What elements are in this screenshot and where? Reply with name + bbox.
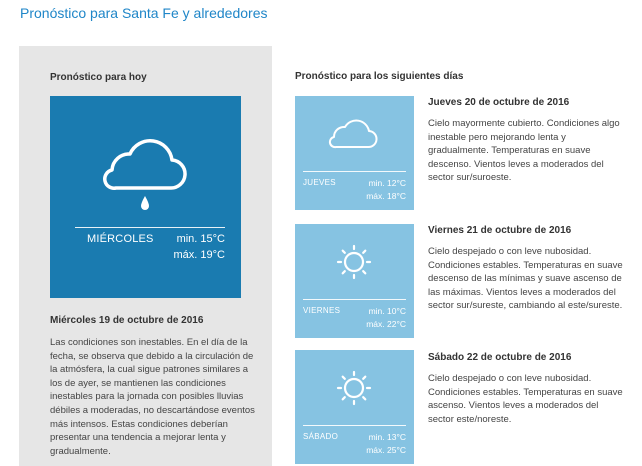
today-date: Miércoles 19 de octubre de 2016 [50,315,204,326]
forecast-day-title: Jueves 20 de octubre de 2016 [428,97,570,108]
card-divider [303,171,406,172]
today-heading: Pronóstico para hoy [50,72,147,83]
forecast-max-temp: máx. 25°C [366,445,406,455]
forecast-day-label: VIERNES [303,306,341,315]
forecast-day-description: Cielo mayormente cubierto. Condiciones algo inestable pero mejorando lenta y gradualmente. Temperaturas en suave descenso. Vientos leves a moderados del sector sur/suroeste. [428,118,620,184]
card-divider [303,425,406,426]
today-day-label: MIÉRCOLES [87,233,154,245]
today-panel [19,46,272,466]
today-min-temp: min. 15°C [176,233,225,245]
forecast-max-temp: máx. 18°C [366,191,406,201]
forecast-min-temp: min. 12°C [368,178,406,188]
card-divider [75,227,225,228]
today-description: Las condiciones son inestables. En el día de la fecha, se observa que debido a la circulación de la atmósfera, la cual sigue patrones similares a los de ayer, se mantienen las condiciones inestables para la jornada con posibles lluvias débiles a moderadas, no descartándose eventos más intensos. Estas condiciones deberían presentar una tendencia a mejorar lenta y gradualmente. [50,337,255,457]
forecast-max-temp: máx. 22°C [366,319,406,329]
forecast-day-title: Sábado 22 de octubre de 2016 [428,352,572,363]
forecast-min-temp: min. 10°C [368,306,406,316]
today-weather-card [50,96,241,298]
forecast-day-title: Viernes 21 de octubre de 2016 [428,225,572,236]
forecast-card-thursday [295,96,414,210]
forecast-day-label: JUEVES [303,178,336,187]
card-divider [303,299,406,300]
today-max-temp: máx. 19°C [173,249,225,261]
page-title: Pronóstico para Santa Fe y alrededores [20,5,268,21]
forecast-day-description: Cielo despejado o con leve nubosidad. Condiciones estables. Temperaturas en suave descenso de las mínimas y suave ascenso de las máximas. Vientos leves a moderados del sector sur/sureste, cambiando al este/sureste. [428,246,623,312]
forecast-card-saturday [295,350,414,464]
forecast-day-label: SÁBADO [303,432,339,441]
cloud-rain-icon [50,96,241,298]
forecast-card-friday [295,224,414,338]
forecast-min-temp: min. 13°C [368,432,406,442]
forecast-heading: Pronóstico para los siguientes días [295,71,464,82]
forecast-day-description: Cielo despejado o con leve nubosidad. Condiciones estables. Temperaturas en suave ascenso. Vientos leves a moderados del sector este/noreste. [428,373,623,425]
